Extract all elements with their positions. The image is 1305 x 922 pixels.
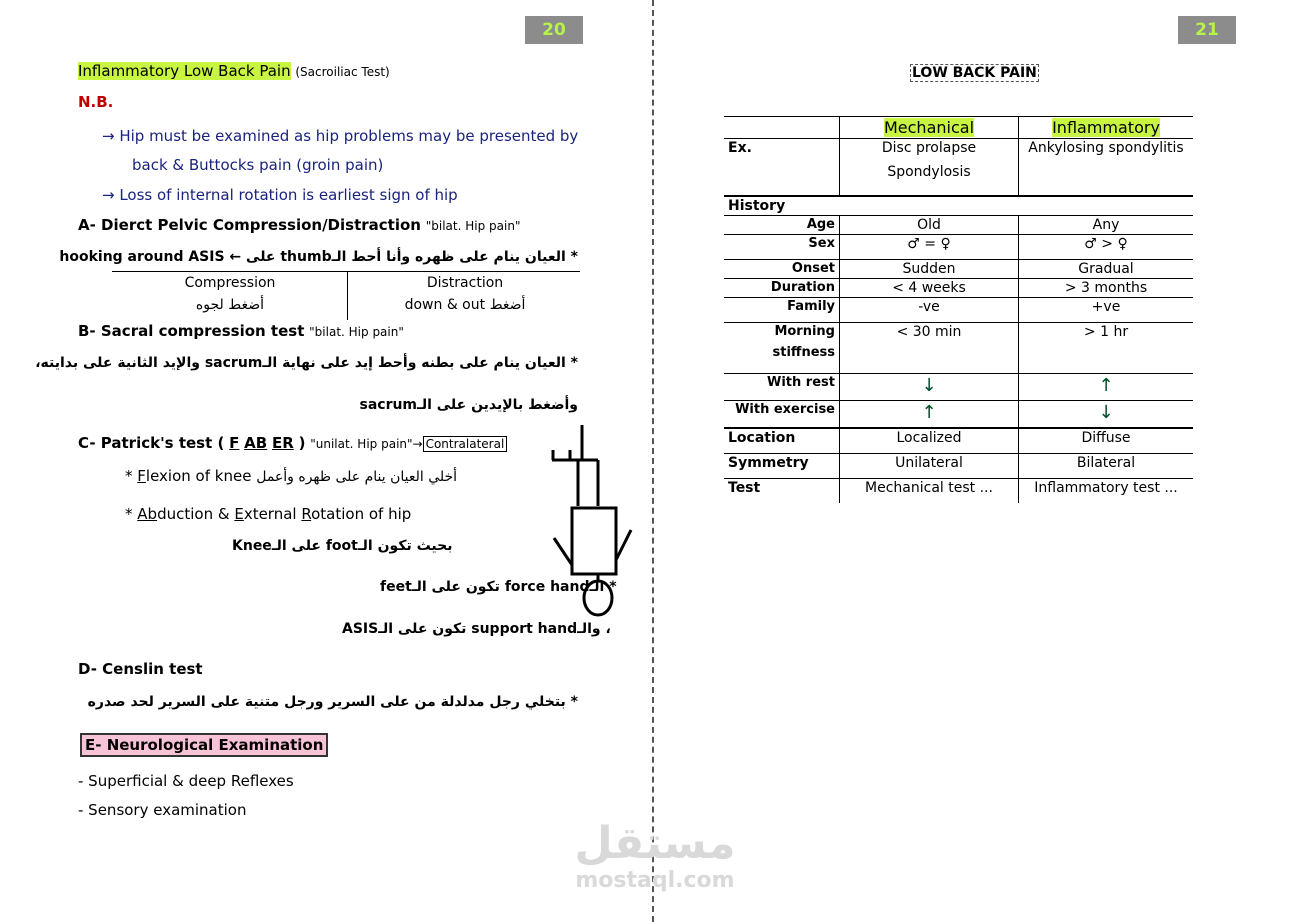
- row-mech-cell: [840, 401, 1019, 429]
- section-b-line-2: وأضغط بالإيدين على الـsacrum: [359, 397, 578, 413]
- table-row-history: [724, 196, 1193, 216]
- abduction-r: R: [301, 505, 312, 523]
- table-row: [724, 260, 1193, 279]
- section-e-heading: E- Neurological Examination: [80, 733, 328, 757]
- flexion-bullet: *: [125, 467, 138, 485]
- row-label: Morning: [774, 324, 835, 339]
- row-inf: Ankylosing spondylitis: [1019, 139, 1194, 197]
- row-label-cell: [724, 323, 840, 374]
- abduction-e: E: [234, 505, 244, 523]
- knee-line: بحيث تكون الـfoot على الـKnee: [232, 538, 453, 554]
- distraction-arabic: أضغط down & out: [404, 297, 526, 313]
- page-21: [654, 0, 1305, 922]
- section-c-heading-close: ): [298, 434, 306, 452]
- faber-figure-drawing: [548, 420, 638, 620]
- abduction-bullet: *: [125, 505, 138, 523]
- section-c-heading: C- Patrick's test (: [78, 434, 225, 452]
- row-label: Location: [724, 428, 840, 454]
- row-mech: Mechanical test ...: [840, 479, 1019, 504]
- section-b-note: "bilat. Hip pain": [309, 325, 404, 339]
- row-mech: Old: [840, 216, 1019, 235]
- row-mech: Unilateral: [840, 454, 1019, 479]
- row-mech: ♂ = ♀: [840, 235, 1019, 260]
- row-mech: [840, 139, 1019, 197]
- row-inf: Gradual: [1019, 260, 1194, 279]
- row-label: History: [724, 196, 840, 216]
- row-mech-line-1: Disc prolapse: [881, 140, 977, 156]
- row-inf: Any: [1019, 216, 1194, 235]
- faber-er: ER: [272, 434, 294, 452]
- row-label: With exercise: [724, 401, 840, 429]
- table-row: [724, 279, 1193, 298]
- nb-item-1: → Hip must be examined as hip problems may be presented by: [102, 127, 579, 145]
- nb-label: N.B.: [78, 93, 114, 111]
- row-label: Family: [724, 298, 840, 323]
- flexion-arabic: أخلي العيان ينام على ظهره وأعمل: [256, 469, 458, 485]
- abduction-ab: Ab: [137, 505, 158, 523]
- row-inf: +ve: [1019, 298, 1194, 323]
- section-b-heading-line: [78, 322, 404, 340]
- page-number-right: 21: [1178, 16, 1236, 44]
- row-mech-cell: [840, 374, 1019, 401]
- table-row: [724, 323, 1193, 374]
- section-b-line-1: * العيان ينام على بطنه وأحط إيد على نهاية الـsacrum والإيد الثانية على بدايته،: [35, 355, 578, 371]
- row-label: Onset: [724, 260, 840, 279]
- flexion-line: [125, 467, 457, 485]
- section-c-heading-line: [78, 434, 507, 452]
- row-inf: ♂ > ♀: [1019, 235, 1194, 260]
- contralateral-box: Contralateral: [423, 436, 508, 452]
- table-row: [724, 298, 1193, 323]
- row-label: Ex.: [724, 139, 840, 197]
- row-inf: > 3 months: [1019, 279, 1194, 298]
- section-b-heading: B- Sacral compression test: [78, 322, 305, 340]
- table-row: [724, 428, 1193, 454]
- flexion-rest: lexion of knee: [145, 467, 252, 485]
- distraction-title: Distraction: [426, 275, 504, 291]
- down-arrow-icon: ↓: [921, 375, 937, 396]
- compression-arabic: أضغط لجوه: [195, 297, 265, 313]
- section-e-item-1: - Superficial & deep Reflexes: [78, 772, 294, 790]
- row-label: With rest: [724, 374, 840, 401]
- table-row: [724, 216, 1193, 235]
- header-inflammatory: Inflammatory: [1052, 118, 1160, 137]
- section-e-item-2: - Sensory examination: [78, 801, 247, 819]
- section-d-line: * بتخلي رجل مدلدلة من على السرير ورجل متنية على السرير لحد صدره: [87, 694, 578, 710]
- row-label: Test: [724, 479, 840, 504]
- up-arrow-icon: ↑: [921, 402, 937, 423]
- watermark-latin: mostaql.com: [575, 868, 735, 893]
- abduction-mid1: duction &: [157, 505, 235, 523]
- abduction-line: [125, 505, 411, 523]
- up-arrow-icon: ↑: [1098, 375, 1114, 396]
- row-label: Symmetry: [724, 454, 840, 479]
- support-hand-line: ، والـsupport hand تكون على الـASIS: [342, 621, 611, 637]
- history-spacer: [840, 196, 1194, 216]
- abduction-mid2: xternal: [243, 505, 302, 523]
- row-inf-cell: [1019, 401, 1194, 429]
- page-20: [0, 0, 652, 922]
- row-mech: < 30 min: [840, 323, 1019, 374]
- row-inf: Inflammatory test ...: [1019, 479, 1194, 504]
- header-mechanical-cell: [840, 117, 1019, 139]
- section-a-heading-line: [78, 216, 520, 234]
- page-number-left: 20: [525, 16, 583, 44]
- section-c-note: "unilat. Hip pain"→: [310, 437, 423, 451]
- table-row: [724, 235, 1193, 260]
- row-inf: Diffuse: [1019, 428, 1194, 454]
- nb-item-2: back & Buttocks pain (groin pain): [132, 156, 384, 174]
- row-mech: Localized: [840, 428, 1019, 454]
- flexion-f: F: [137, 467, 146, 485]
- row-label: Age: [724, 216, 840, 235]
- row-label: Sex: [724, 235, 840, 260]
- down-arrow-icon: ↓: [1098, 402, 1114, 423]
- section-d-heading: D- Censlin test: [78, 660, 203, 678]
- row-inf: > 1 hr: [1019, 323, 1194, 374]
- faber-ab: AB: [244, 434, 268, 452]
- row-mech-line-2: Spondylosis: [887, 164, 971, 180]
- section-a-table-divider: [347, 272, 348, 320]
- left-title: Inflammatory Low Back Pain: [78, 62, 291, 80]
- row-label-2: stiffness: [772, 345, 835, 360]
- section-a-table-rule: [112, 271, 580, 272]
- table-header-row: [724, 117, 1193, 139]
- table-corner-cell: [724, 117, 840, 139]
- abduction-rest: otation of hip: [311, 505, 412, 523]
- table-row: [724, 479, 1193, 504]
- section-a-heading: A- Dierct Pelvic Compression/Distraction: [78, 216, 421, 234]
- table-row: [724, 139, 1193, 197]
- row-inf: Bilateral: [1019, 454, 1194, 479]
- watermark: [560, 820, 750, 894]
- row-inf-cell: [1019, 374, 1194, 401]
- header-inflammatory-cell: [1019, 117, 1194, 139]
- nb-item-3: → Loss of internal rotation is earliest sign of hip: [102, 186, 458, 204]
- row-mech: -ve: [840, 298, 1019, 323]
- row-label: Duration: [724, 279, 840, 298]
- faber-f: F: [229, 434, 240, 452]
- right-title: LOW BACK PAIN: [912, 65, 1037, 81]
- header-mechanical: Mechanical: [883, 118, 975, 137]
- section-a-instruction: * العيان ينام على ظهره وأنا أحط الـthumb على ← hooking around ASIS: [59, 249, 578, 265]
- left-title-line: [78, 62, 390, 80]
- table-row: [724, 401, 1193, 429]
- section-a-note: "bilat. Hip pain": [425, 219, 521, 233]
- watermark-arabic: مستقل: [574, 818, 736, 869]
- left-title-note: (Sacroiliac Test): [295, 65, 390, 79]
- row-mech: < 4 weeks: [840, 279, 1019, 298]
- row-mech: Sudden: [840, 260, 1019, 279]
- compression-title: Compression: [184, 275, 276, 291]
- force-hand-line: * الـforce hand تكون على الـfeet: [380, 579, 617, 595]
- table-row: [724, 374, 1193, 401]
- table-row: [724, 454, 1193, 479]
- low-back-pain-table: [724, 116, 1193, 503]
